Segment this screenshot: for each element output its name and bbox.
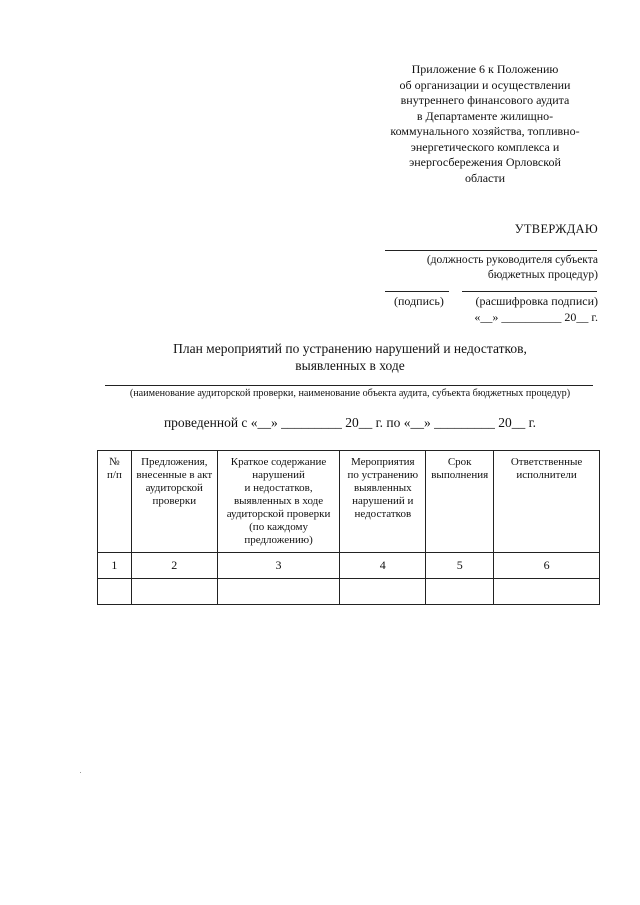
header-deadline: Срок выполнения: [426, 451, 494, 553]
approval-heading: УТВЕРЖДАЮ: [514, 222, 598, 236]
empty-cell[interactable]: [340, 579, 426, 605]
plan-table: [97, 450, 600, 605]
column-number-cell: 6: [494, 553, 600, 579]
audit-period: проведенной с «__» _________ 20__ г. по «__» _________ 20__ г.: [163, 415, 537, 430]
table-header-row: [98, 451, 600, 553]
audit-name-line[interactable]: [105, 385, 593, 386]
header-responsible: Ответственные исполнители: [494, 451, 600, 553]
table-row: [98, 579, 600, 605]
appendix-line: Приложение 6 к Положению: [411, 62, 559, 76]
scan-speck: [80, 772, 81, 773]
audit-caption: (наименование аудиторской проверки, наименование объекта аудита, субъекта бюджетных процедур): [129, 388, 571, 399]
column-number-cell: 3: [217, 553, 340, 579]
position-line[interactable]: [385, 250, 597, 251]
decoding-line[interactable]: [462, 291, 597, 292]
header-number: № п/п: [98, 451, 132, 553]
appendix-line: внутреннего финансового аудита: [400, 93, 570, 107]
approval-date: «__» __________ 20__ г.: [474, 310, 598, 324]
header-proposals: Предложения, внесенные в акт аудиторской проверки: [131, 451, 217, 553]
header-measures: Мероприятия по устранению выявленных нарушений и недостатков: [340, 451, 426, 553]
appendix-header: [350, 62, 620, 186]
empty-cell[interactable]: [217, 579, 340, 605]
empty-cell[interactable]: [131, 579, 217, 605]
column-number-cell: 5: [426, 553, 494, 579]
table-row: [98, 553, 600, 579]
appendix-line: в Департаменте жилищно-: [416, 108, 554, 123]
title-line-1: План мероприятий по устранению нарушений и недостатков,: [173, 341, 527, 356]
title-line-2: выявленных в ходе: [295, 358, 405, 373]
appendix-line: об организации и осуществлении: [399, 77, 571, 92]
appendix-line: энергосбережения Орловской: [409, 155, 561, 169]
document-title: [100, 340, 600, 374]
header-summary: Краткое содержание нарушений и недостатков, выявленных в ходе аудиторской проверки (по каждому предложению): [217, 451, 340, 553]
position-caption-2: бюджетных процедур): [487, 269, 598, 281]
position-caption-1: (должность руководителя субъекта: [426, 254, 598, 266]
empty-cell[interactable]: [426, 579, 494, 605]
appendix-line: энергетического комплекса и: [410, 139, 560, 154]
empty-cell[interactable]: [494, 579, 600, 605]
column-number-cell: 2: [131, 553, 217, 579]
decoding-caption: (расшифровка подписи): [475, 294, 598, 308]
signature-line[interactable]: [385, 291, 449, 292]
signature-caption: (подпись): [394, 294, 444, 308]
appendix-line: коммунального хозяйства, топливно-: [390, 124, 580, 138]
column-number-cell: 1: [98, 553, 132, 579]
empty-cell[interactable]: [98, 579, 132, 605]
appendix-line: области: [464, 170, 506, 185]
column-number-cell: 4: [340, 553, 426, 579]
